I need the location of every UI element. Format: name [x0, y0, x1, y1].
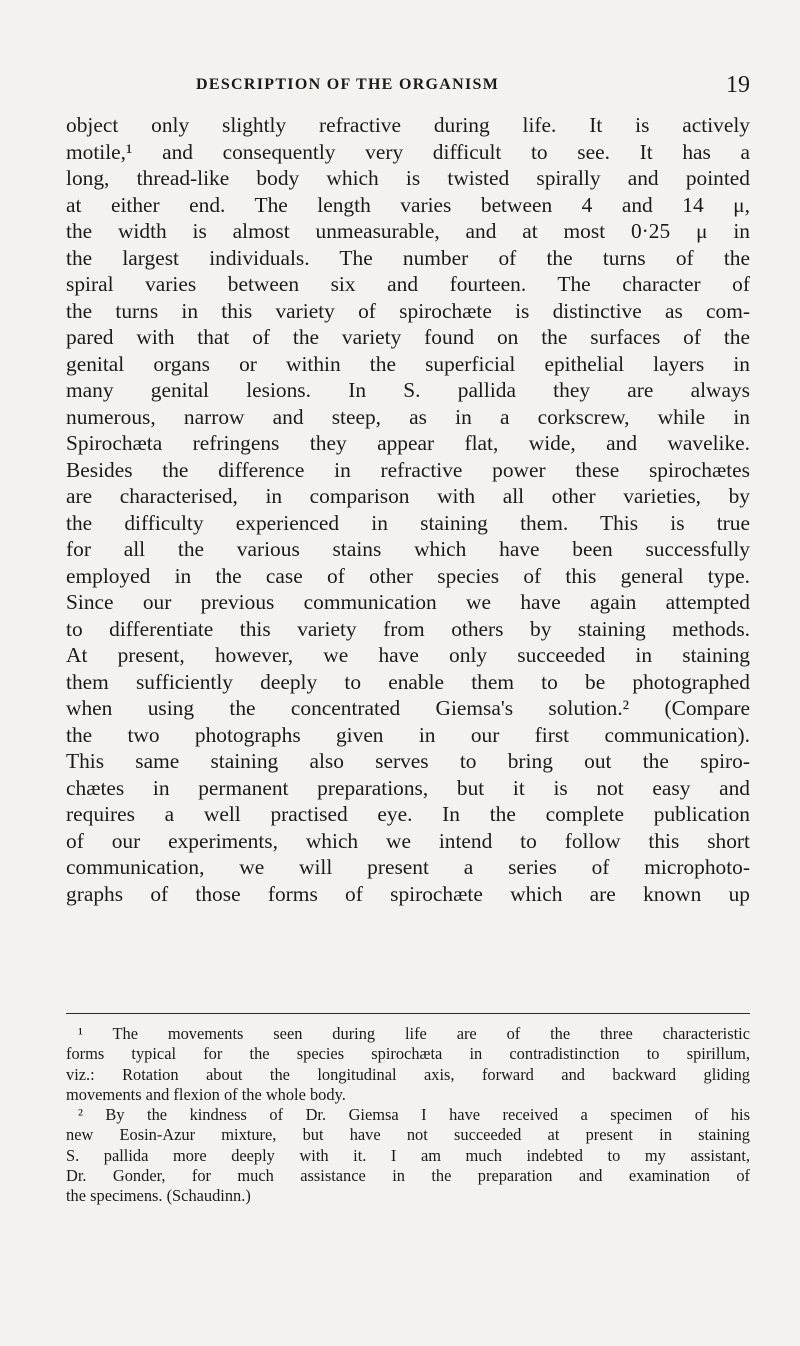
text-line: numerous, narrow and steep, as in a corkscrew, while in	[66, 404, 750, 429]
footnote-line: the specimens. (Schaudinn.)	[66, 1186, 251, 1206]
footnote-line: ² By the kindness of Dr. Giemsa I have received a specimen of his	[78, 1105, 750, 1125]
text-line: At present, however, we have only succeeded in staining	[66, 643, 750, 667]
footnote-line: forms typical for the species spirochæta in contradistinction to spirillum,	[66, 1044, 750, 1064]
page-number: 19	[726, 72, 750, 98]
text-line: when using the concentrated Giemsa's solution.² (Compare	[66, 696, 750, 720]
text-line: genital organs or within the superficial epithelial layers in	[66, 351, 750, 376]
text-line: object only slightly refractive during life. It is actively	[66, 113, 750, 137]
running-title: DESCRIPTION OF THE ORGANISM	[196, 76, 500, 93]
text-line: for all the various stains which have been successfully	[66, 537, 750, 561]
text-line: Since our previous communication we have again attempted	[66, 590, 750, 614]
text-line: them sufficiently deeply to enable them to be photographed	[66, 669, 750, 694]
footnote-divider	[66, 1013, 750, 1014]
main-paragraph	[66, 112, 750, 907]
footnote-line: viz.: Rotation about the longitudinal axis, forward and backward gliding	[66, 1064, 750, 1084]
text-line: Besides the difference in refractive power these spirochætes	[66, 457, 750, 482]
footnote-line: ¹ The movements seen during life are of the three characteristic	[78, 1024, 750, 1043]
footnote-line: movements and flexion of the whole body.	[66, 1084, 346, 1104]
running-header	[66, 72, 750, 100]
text-line: employed in the case of other species of this general type.	[66, 563, 750, 588]
text-line: pared with that of the variety found on the surfaces of the	[66, 325, 750, 349]
text-line: long, thread-like body which is twisted spirally and pointed	[66, 166, 750, 190]
text-line: of our experiments, which we intend to follow this short	[66, 828, 750, 853]
footnote-line: new Eosin-Azur mixture, but have not succeeded at present in staining	[66, 1125, 750, 1145]
text-line: at either end. The length varies between 4 and 14 μ,	[66, 192, 750, 217]
text-line: to differentiate this variety from others by staining methods.	[66, 616, 750, 641]
text-line: requires a well practised eye. In the complete publication	[66, 802, 750, 826]
text-line: spiral varies between six and fourteen. The character of	[66, 272, 750, 296]
text-line: This same staining also serves to bring out the spiro-	[66, 749, 750, 773]
text-line: are characterised, in comparison with all other varieties, by	[66, 484, 750, 508]
text-line: the largest individuals. The number of the turns of the	[66, 245, 750, 270]
text-line: chætes in permanent preparations, but it is not easy and	[66, 775, 750, 800]
text-line: communication, we will present a series of microphoto-	[66, 855, 750, 879]
text-line: Spirochæta refringens they appear flat, wide, and wavelike.	[66, 431, 750, 455]
footnote-line: Dr. Gonder, for much assistance in the preparation and examination of	[66, 1166, 750, 1186]
text-line: many genital lesions. In S. pallida they are always	[66, 378, 750, 402]
text-line: the two photographs given in our first communication).	[66, 722, 750, 747]
footnotes	[66, 1024, 750, 1207]
text-line: the difficulty experienced in staining them. This is true	[66, 510, 750, 535]
text-line: the width is almost unmeasurable, and at most 0·25 μ in	[66, 219, 750, 243]
footnote-line: S. pallida more deeply with it. I am much indebted to my assistant,	[66, 1145, 750, 1165]
text-line: motile,¹ and consequently very difficult to see. It has a	[66, 139, 750, 164]
text-line: graphs of those forms of spirochæte which are known up	[66, 881, 750, 906]
text-line: the turns in this variety of spirochæte is distinctive as com-	[66, 298, 750, 323]
